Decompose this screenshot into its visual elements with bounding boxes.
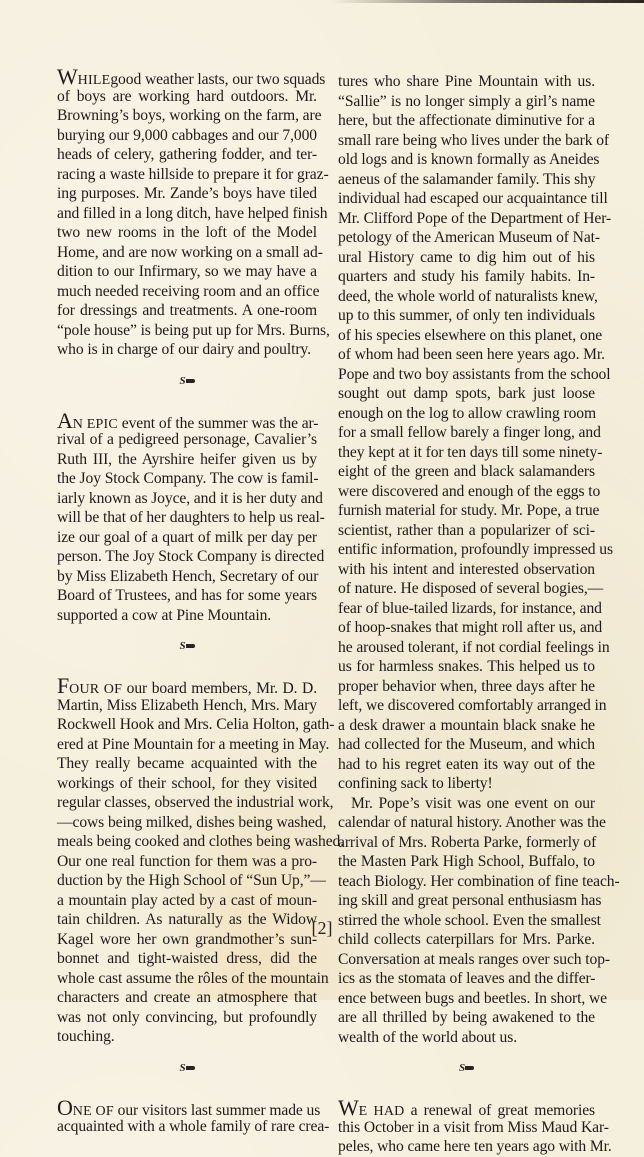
text-line: for dressings and treatments. A one-room bbox=[57, 302, 317, 319]
text-line: a mountain play acted by a cast of moun- bbox=[57, 891, 317, 909]
text-line: “Sallie” is no longer simply a girl’s name bbox=[338, 92, 595, 110]
ornament-glyph: S bbox=[179, 1061, 186, 1074]
lead-small-caps: HILE bbox=[77, 73, 111, 88]
text-line: tures who share Pine Mountain with us. bbox=[338, 73, 595, 90]
text-line: who is in charge of our dairy and poultry. bbox=[57, 341, 311, 358]
text-line: this October in a visit from Miss Maud Kar- bbox=[338, 1118, 609, 1136]
paragraph bbox=[338, 1095, 612, 1157]
text-line: aeneus of the salamander family. This shy bbox=[338, 170, 596, 188]
text-line: petology of the American Museum of Nat- bbox=[338, 229, 600, 246]
text-line: tain children. As naturally as the Widow bbox=[57, 911, 317, 928]
text-line: scientist, rather than a popularizer of sci- bbox=[338, 521, 595, 539]
text-line: furnish material for study. Mr. Pope, a true bbox=[338, 502, 600, 519]
section-ornament-icon bbox=[338, 1059, 595, 1079]
text-line: ered at Pine Mountain for a meeting in May. bbox=[57, 735, 330, 753]
text-line: up to this summer, of only ten individuals bbox=[338, 307, 595, 324]
text-line: supported a cow at Pine Mountain. bbox=[57, 606, 272, 624]
text-line: Board of Trustees, and has for some years bbox=[57, 587, 317, 604]
ornament-pointer-icon bbox=[186, 1066, 195, 1070]
paragraph bbox=[57, 1094, 330, 1137]
text-line: wealth of the world about us. bbox=[338, 1028, 517, 1046]
line-text: our visitors last summer made us bbox=[113, 1101, 321, 1119]
right-column bbox=[338, 72, 620, 1157]
text-line: here, but the affectionate diminutive for a bbox=[338, 112, 595, 129]
lead-capital: W bbox=[57, 64, 78, 89]
text-line: enough on the log to allow crawling room bbox=[338, 404, 597, 422]
text-line: sought out damp spots, bark just loose bbox=[338, 385, 595, 402]
text-line bbox=[57, 673, 317, 698]
spacer bbox=[57, 1078, 317, 1098]
text-line: Kagel wore her own grandmother’s sun- bbox=[57, 930, 317, 948]
text-line: Martin, Miss Elizabeth Hench, Mrs. Mary bbox=[57, 696, 317, 714]
text-line: left, we discovered comfortably arranged in bbox=[338, 697, 607, 714]
text-line: us for harmless snakes. This helped us to bbox=[338, 658, 595, 675]
text-line: the Joy Stock Company. The cow is famil- bbox=[57, 470, 319, 487]
text-line: child collects caterpillars for Mrs. Parke. bbox=[338, 931, 595, 948]
text-line: the Masten Park High School, Buffalo, to bbox=[338, 853, 595, 870]
text-line: ural History came to dig him out of his bbox=[338, 248, 595, 266]
text-line: they kept at it for ten days till some ninety- bbox=[338, 443, 603, 461]
line-text: a renewal of great memories bbox=[404, 1102, 596, 1119]
section-ornament-icon bbox=[57, 372, 317, 392]
text-line: ence between bugs and beetles. In short, we bbox=[338, 989, 607, 1007]
text-line: Ruth III, the Ayrshire heifer given us by bbox=[57, 450, 317, 468]
text-line: stirred the whole school. Even the smallest bbox=[338, 911, 601, 929]
text-line: dition to our Infirmary, so we may have a bbox=[57, 263, 317, 280]
text-line: confining sack to liberty! bbox=[338, 775, 493, 792]
text-line: rival of a pedigreed personage, Cavalier’s bbox=[57, 431, 317, 448]
text-line: touching. bbox=[57, 1028, 115, 1045]
ornament-glyph: S bbox=[179, 374, 186, 387]
text-line: of hoop-snakes that might roll after us, and bbox=[338, 619, 603, 636]
section-ornament-icon bbox=[57, 1059, 317, 1079]
lead-small-caps: NE OF bbox=[72, 1103, 114, 1119]
text-line: was not only convincing, but profoundly bbox=[57, 1008, 317, 1026]
text-line: peles, who came here ten years ago with Mr. bbox=[338, 1138, 612, 1155]
text-line: Conversation at meals ranges over such top- bbox=[338, 950, 610, 968]
text-line: will be that of her daughters to help us real- bbox=[57, 509, 325, 526]
lead-small-caps: OUR OF bbox=[69, 682, 123, 697]
spacer bbox=[338, 1079, 595, 1099]
spacer bbox=[57, 625, 317, 637]
ornament-glyph: S bbox=[179, 640, 186, 652]
text-line: Home, and are now working on a small ad- bbox=[57, 243, 323, 261]
lead-capital: A bbox=[57, 407, 73, 433]
text-line: workings of their school, for they visited bbox=[57, 774, 317, 792]
text-line: acquainted with a whole family of rare crea- bbox=[57, 1118, 330, 1135]
text-line: heads of celery, gathering fodder, and ter- bbox=[57, 146, 317, 163]
ornament-pointer-icon bbox=[186, 644, 195, 648]
text-line: bonnet and tight-waisted dress, did the bbox=[57, 950, 317, 967]
text-line: of whom had been seen here years ago. Mr. bbox=[338, 346, 605, 363]
text-line: They really became acquainted with the bbox=[57, 755, 317, 772]
paragraph bbox=[338, 72, 613, 794]
ornament-pointer-icon bbox=[465, 1066, 474, 1070]
lead-small-caps: N EPIC bbox=[72, 416, 118, 432]
text-line bbox=[338, 1095, 596, 1120]
text-line: are all thrilled by being awakened to the bbox=[338, 1009, 595, 1026]
text-line: and filled in a long ditch, have helped finish bbox=[57, 204, 328, 222]
text-line: for a small fellow barely a finger long, and bbox=[338, 424, 601, 441]
line-text: good weather lasts, our two squads bbox=[110, 71, 326, 88]
text-line: were discovered and enough of the eggs to bbox=[338, 482, 601, 500]
text-line: of nature. He disposed of several bogies,— bbox=[338, 580, 604, 597]
text-line: racing a waste hillside to prepare it for graz- bbox=[57, 165, 329, 183]
text-line: fear of blue-tailed lizards, for instance, and bbox=[338, 599, 602, 617]
page-number: [2] bbox=[311, 918, 333, 938]
left-column bbox=[57, 64, 345, 1137]
text-line: Rockwell Hook and Mrs. Celia Holton, gath- bbox=[57, 716, 335, 733]
spacer bbox=[57, 391, 317, 411]
ornament-pointer-icon bbox=[186, 379, 195, 383]
text-line: whole cast assume the rôles of the mountain bbox=[57, 969, 329, 987]
text-line: Our one real function for them was a pro- bbox=[57, 852, 317, 870]
text-line: small rare being who lives under the bark of bbox=[338, 131, 610, 149]
text-line: burying our 9,000 cabbages and our 7,000 bbox=[57, 126, 317, 144]
text-line: person. The Joy Stock Company is directed bbox=[57, 548, 325, 565]
paragraph bbox=[57, 64, 330, 360]
ornament-glyph: S bbox=[458, 1062, 466, 1074]
section-ornament-icon bbox=[57, 637, 317, 657]
text-line: teach Biology. Her combination of fine teach- bbox=[338, 872, 620, 890]
line-text: our board members, Mr. D. D. bbox=[122, 680, 317, 697]
text-line: calendar of natural history. Another was the bbox=[338, 814, 606, 831]
text-line: eight of the green and black salamanders bbox=[338, 463, 595, 480]
lead-capital: F bbox=[57, 673, 70, 698]
text-line: meals being cooked and clothes being washed. bbox=[57, 833, 345, 850]
text-line: proper behavior when, three days after he bbox=[338, 677, 595, 695]
text-line: deed, the whole world of naturalists knew, bbox=[338, 287, 598, 305]
text-line: entific information, profoundly impressed us bbox=[338, 541, 613, 558]
text-line bbox=[57, 407, 319, 433]
text-line: —cows being milked, dishes being washed, bbox=[57, 813, 327, 831]
spacer bbox=[338, 1047, 595, 1059]
text-line: Mr. Pope’s visit was one event on our bbox=[351, 794, 595, 812]
text-line bbox=[57, 1094, 321, 1120]
text-line: two new rooms in the loft of the Model bbox=[57, 224, 317, 241]
paragraph bbox=[57, 673, 345, 1047]
text-line: ics as the stomata of leaves and the differ- bbox=[338, 970, 596, 987]
text-line: much needed receiving room and an office bbox=[57, 282, 320, 300]
text-line: had to his regret eaten its way out of the bbox=[338, 755, 595, 773]
text-line: old logs and is known formally as Aneides bbox=[338, 151, 600, 168]
paragraph bbox=[57, 407, 325, 626]
spacer bbox=[57, 1047, 317, 1059]
page-edge-shadow bbox=[330, 0, 644, 3]
text-line: Mr. Clifford Pope of the Department of Her- bbox=[338, 209, 612, 227]
text-line: characters and create an atmosphere that bbox=[57, 989, 317, 1006]
text-line bbox=[57, 64, 326, 89]
text-line: by Miss Elizabeth Hench, Secretary of our bbox=[57, 567, 319, 585]
text-line: Pope and two boy assistants from the school bbox=[338, 365, 611, 383]
text-line: ing purposes. Mr. Zande’s boys have tiled bbox=[57, 185, 317, 202]
text-line: arrival of Mrs. Roberta Parke, formerly of bbox=[338, 833, 597, 851]
text-line: of boys are working hard outdoors. Mr. bbox=[57, 87, 317, 105]
text-line: with his intent and interested observation bbox=[338, 560, 595, 578]
spacer bbox=[57, 657, 317, 677]
lead-capital: O bbox=[57, 1094, 73, 1120]
lead-small-caps: E HAD bbox=[358, 1104, 405, 1119]
text-line: a desk drawer a mountain black snake he bbox=[338, 716, 595, 734]
text-line: ize our goal of a quart of milk per day per bbox=[57, 528, 317, 546]
text-line: he aroused tolerant, if not cordial feelings in bbox=[338, 638, 610, 656]
text-line: had collected for the Museum, and which bbox=[338, 736, 595, 753]
line-text: event of the summer was the ar- bbox=[117, 414, 319, 432]
text-line: of his species elsewhere on this planet, one bbox=[338, 326, 603, 344]
text-line: individual had escaped our acquaintance till bbox=[338, 190, 608, 207]
text-line: “pole house” is being put up for Mrs. Burns, bbox=[57, 321, 330, 339]
text-line: duction by the High School of “Sun Up,”— bbox=[57, 872, 326, 889]
text-line: ing skill and great personal enthusiasm has bbox=[338, 892, 602, 909]
text-line: iarly known as Joyce, and it is her duty and bbox=[57, 489, 323, 507]
text-line: regular classes, observed the industrial work, bbox=[57, 794, 334, 811]
text-line: Browning’s boys, working on the farm, are bbox=[57, 107, 322, 124]
text-line: quarters and study his family habits. In- bbox=[338, 268, 595, 285]
spacer bbox=[57, 360, 317, 372]
lead-capital: W bbox=[338, 1095, 359, 1120]
